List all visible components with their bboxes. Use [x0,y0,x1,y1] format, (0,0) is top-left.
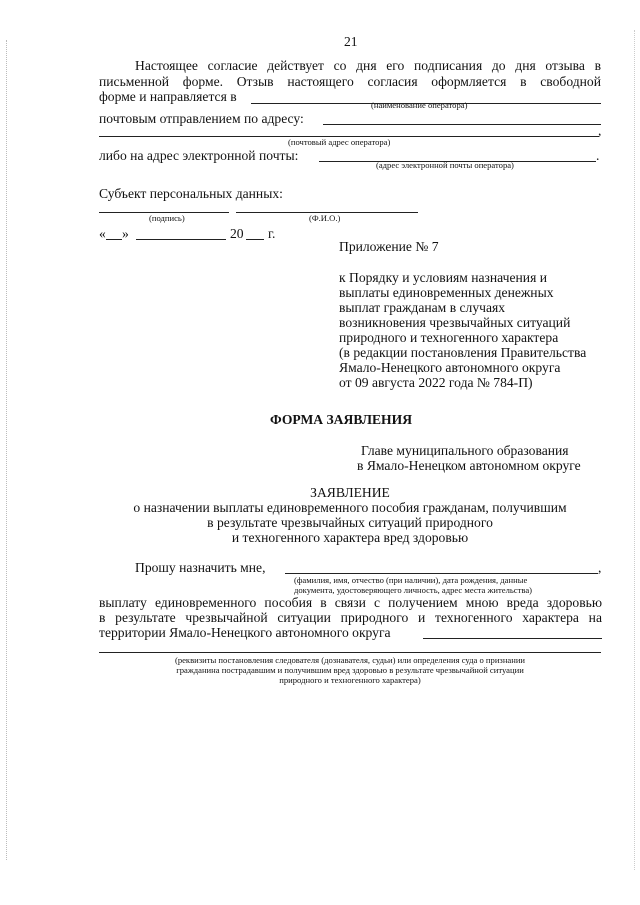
postal-address-caption: (почтовый адрес оператора) [288,137,391,147]
resolution-details-field[interactable] [99,652,601,653]
appendix-line: выплат гражданам в случаях [339,300,506,315]
applicant-details-caption-line: документа, удостоверяющего личность, адрес места жительства) [294,585,532,595]
operator-name-caption: (наименование оператора) [371,100,468,110]
appendix-line: выплаты единовременных денежных [339,285,554,300]
resolution-caption-line: (реквизиты постановления следователя (дознавателя, судьи) или определения суда о признании [174,655,526,665]
appendix-line: к Порядку и условиям назначения и [339,270,548,285]
statement-body-line-2: в результате чрезвычайной ситуации природного и техногенного характера на [99,610,602,625]
applicant-details-field[interactable] [285,573,598,574]
subject-label: Субъект персональных данных: [99,186,283,201]
scan-edge-right [634,30,635,870]
date-open-quote: « [99,226,106,241]
request-comma: , [598,560,602,575]
date-year-field[interactable] [246,239,264,240]
fio-caption: (Ф.И.О.) [309,213,341,223]
resolution-caption-line: природного и техногенного характера) [279,675,421,685]
date-month-field[interactable] [136,239,226,240]
signature-caption: (подпись) [149,213,185,223]
appendix-line: Ямало-Ненецкого автономного округа [339,360,561,375]
postal-address-field-1[interactable] [323,124,601,125]
email-label: либо на адрес электронной почты: [99,148,299,163]
request-label: Прошу назначить мне, [135,560,266,575]
territory-details-field[interactable] [423,638,602,639]
date-year-suffix: г. [268,226,276,241]
email-period: . [596,148,600,163]
consent-line-3: форме и направляется в [99,89,237,104]
statement-subtitle-line: о назначении выплаты единовременного пособия гражданам, получившим [133,500,567,515]
form-title: ФОРМА ЗАЯВЛЕНИЯ [270,412,413,427]
date-year-prefix: 20 [230,226,244,241]
postal-address-label: почтовым отправлением по адресу: [99,111,304,126]
postal-comma: , [598,123,602,138]
applicant-details-caption-line: (фамилия, имя, отчество (при наличии), дата рождения, данные [294,575,528,585]
page-number: 21 [344,34,358,49]
resolution-caption-line: гражданина пострадавшим и получившим вред здоровью в результате чрезвычайной ситуации [176,665,524,675]
statement-subtitle-line: и техногенного характера вред здоровью [231,530,469,545]
date-day-field[interactable] [106,239,122,240]
scan-edge-left [6,40,7,860]
appendix-title: Приложение № 7 [339,239,439,254]
addressee-line-1: Главе муниципального образования [361,443,569,458]
statement-body-line-3: территории Ямало-Ненецкого автономного округа [99,625,391,640]
consent-line-2: письменной форме. Отзыв настоящего согласия оформляется в свободной [99,74,601,89]
appendix-line: возникновения чрезвычайных ситуаций [339,315,571,330]
consent-line-1: Настоящее согласие действует со дня его подписания до дня отзыва в [135,58,601,73]
statement-subtitle-line: в результате чрезвычайных ситуаций природного [207,515,493,530]
statement-body-line-1: выплату единовременного пособия в связи с получением мною вреда здоровью [99,595,602,610]
appendix-line: от 09 августа 2022 года № 784-П) [339,375,533,390]
appendix-line: природного и техногенного характера [339,330,559,345]
appendix-line: (в редакции постановления Правительства [339,345,587,360]
email-caption: (адрес электронной почты оператора) [376,160,514,170]
date-close-quote: » [122,226,129,241]
statement-title: ЗАЯВЛЕНИЕ [310,485,390,500]
addressee-line-2: в Ямало-Ненецком автономном округе [357,458,581,473]
